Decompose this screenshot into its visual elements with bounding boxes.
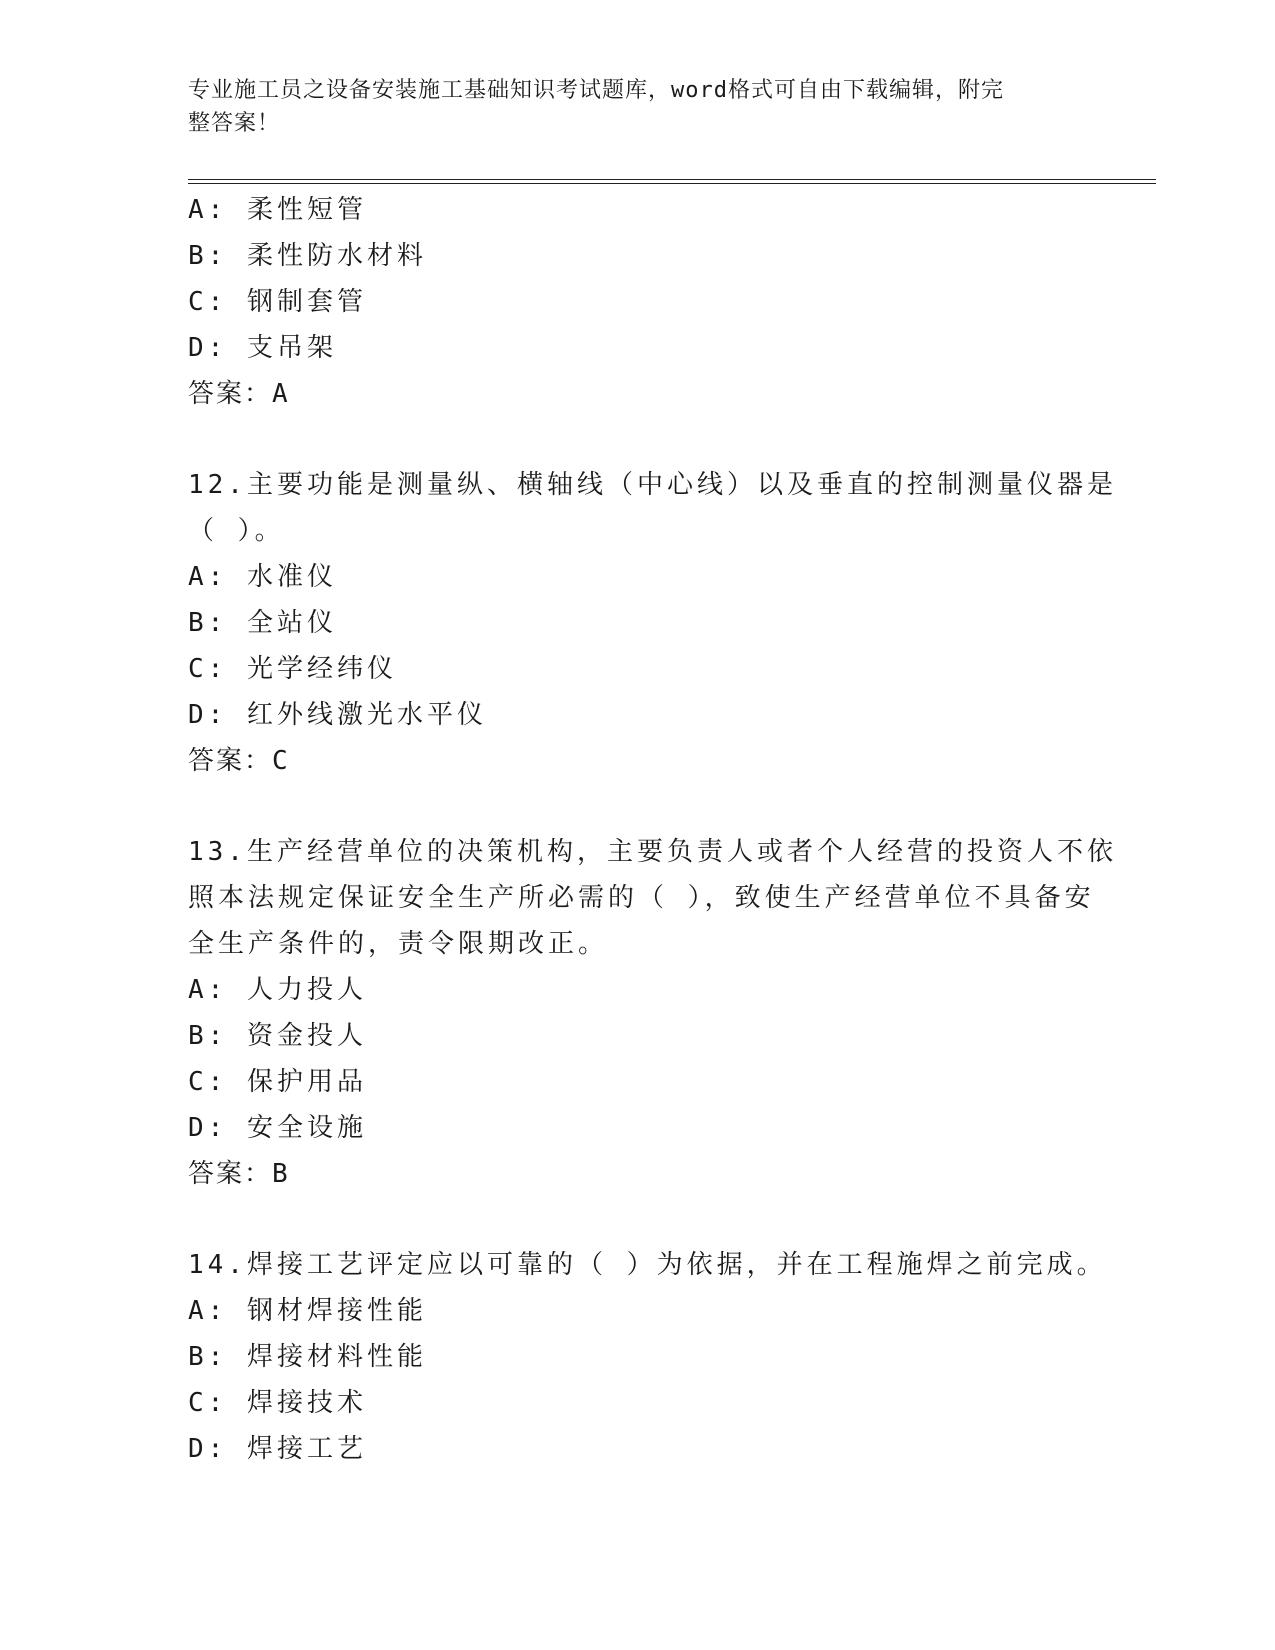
question-text-line-1: 14.焊接工艺评定应以可靠的（ ）为依据，并在工程施焊之前完成。: [188, 1250, 1107, 1280]
question-13: [188, 829, 1117, 1197]
answer-line: 答案：C: [188, 746, 290, 776]
option-b: B: 全站仪: [188, 608, 337, 638]
spacer: [188, 784, 1088, 829]
option-c: C: 钢制套管: [188, 287, 367, 317]
spacer: [188, 1197, 1088, 1242]
option-a: A: 水准仪: [188, 562, 337, 592]
option-b: B: 资金投人: [188, 1021, 367, 1051]
option-a: A: 人力投人: [188, 975, 367, 1005]
question-text-line-2: （ ）。: [188, 516, 285, 546]
option-a: A: 钢材焊接性能: [188, 1296, 427, 1326]
option-d: D: 安全设施: [188, 1113, 367, 1143]
question-text-line-3: 全生产条件的，责令限期改正。: [188, 929, 609, 959]
document-header: [188, 74, 1068, 140]
header-divider-top: [188, 179, 1156, 180]
header-line-1: 专业施工员之设备安装施工基础知识考试题库，word格式可自由下载编辑，附完: [188, 78, 1004, 103]
question-text-line-1: 12.主要功能是测量纵、横轴线（中心线）以及垂直的控制测量仪器是: [188, 470, 1117, 500]
question-12: [188, 462, 1117, 784]
option-a: A: 柔性短管: [188, 195, 367, 225]
question-14: [188, 1242, 1107, 1472]
answer-line: 答案：B: [188, 1159, 290, 1189]
header-divider-bottom: [188, 183, 1156, 184]
option-b: B: 焊接材料性能: [188, 1342, 427, 1372]
question-text-line-1: 13.生产经营单位的决策机构，主要负责人或者个人经营的投资人不依: [188, 837, 1117, 867]
spacer: [188, 417, 1088, 462]
question-text-line-2: 照本法规定保证安全生产所必需的（ ），致使生产经营单位不具备安: [188, 883, 1095, 913]
answer-line: 答案：A: [188, 379, 290, 409]
option-d: D: 焊接工艺: [188, 1434, 367, 1464]
question-11: [188, 187, 1088, 417]
option-d: D: 支吊架: [188, 333, 337, 363]
option-c: C: 光学经纬仪: [188, 654, 397, 684]
header-line-2: 整答案！: [188, 111, 281, 136]
option-c: C: 保护用品: [188, 1067, 367, 1097]
question-list: [188, 187, 1117, 1472]
option-c: C: 焊接技术: [188, 1388, 367, 1418]
option-d: D: 红外线激光水平仪: [188, 700, 487, 730]
option-b: B: 柔性防水材料: [188, 241, 427, 271]
